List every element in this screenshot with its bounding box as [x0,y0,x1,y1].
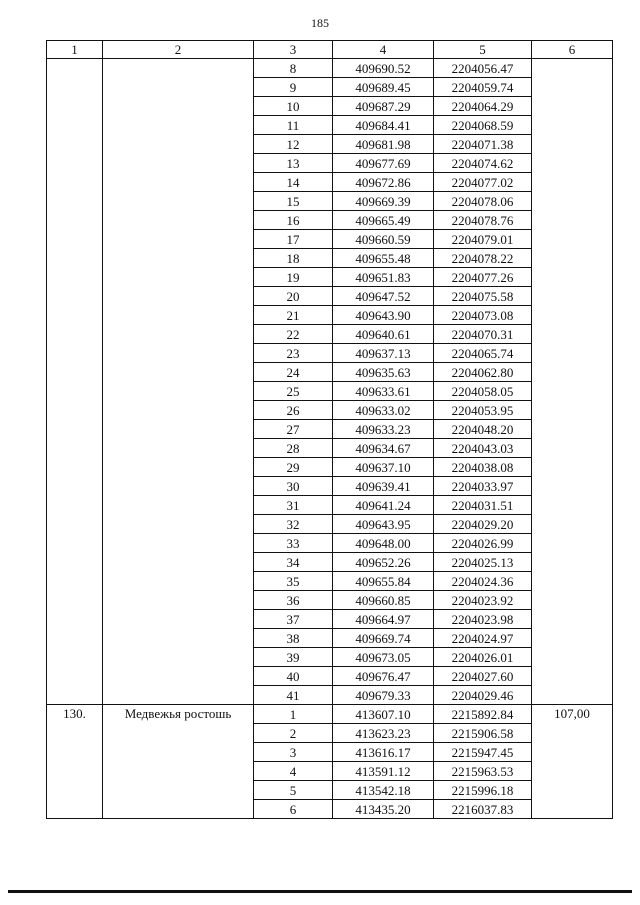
y-coordinate-cell: 2204075.58 [434,287,532,306]
point-number-cell: 27 [254,420,333,439]
x-coordinate-cell: 409643.95 [333,515,434,534]
y-coordinate-cell: 2204064.29 [434,97,532,116]
point-number-cell: 35 [254,572,333,591]
y-coordinate-cell: 2204078.76 [434,211,532,230]
table-header [47,41,613,59]
point-number-cell: 15 [254,192,333,211]
y-coordinate-cell: 2204062.80 [434,363,532,382]
area-cell: 107,00 [532,705,613,819]
x-coordinate-cell: 409652.26 [333,553,434,572]
y-coordinate-cell: 2204059.74 [434,78,532,97]
point-number-cell: 13 [254,154,333,173]
point-number-cell: 32 [254,515,333,534]
point-number-cell: 14 [254,173,333,192]
bottom-rule [8,890,632,893]
x-coordinate-cell: 409689.45 [333,78,434,97]
y-coordinate-cell: 2204043.03 [434,439,532,458]
y-coordinate-cell: 2204078.06 [434,192,532,211]
x-coordinate-cell: 413542.18 [333,781,434,800]
point-number-cell: 20 [254,287,333,306]
y-coordinate-cell: 2204023.92 [434,591,532,610]
point-number-cell: 2 [254,724,333,743]
y-coordinate-cell: 2204024.36 [434,572,532,591]
y-coordinate-cell: 2204079.01 [434,230,532,249]
point-number-cell: 8 [254,59,333,78]
area-cell [532,59,613,705]
x-coordinate-cell: 409669.74 [333,629,434,648]
point-number-cell: 1 [254,705,333,724]
point-number-cell: 10 [254,97,333,116]
header-col-6: 6 [532,41,613,59]
point-number-cell: 36 [254,591,333,610]
point-number-cell: 41 [254,686,333,705]
point-number-cell: 11 [254,116,333,135]
table-body [47,59,613,819]
point-number-cell: 37 [254,610,333,629]
point-number-cell: 12 [254,135,333,154]
y-coordinate-cell: 2204071.38 [434,135,532,154]
point-number-cell: 17 [254,230,333,249]
y-coordinate-cell: 2204026.01 [434,648,532,667]
y-coordinate-cell: 2204068.59 [434,116,532,135]
header-col-3: 3 [254,41,333,59]
x-coordinate-cell: 409655.48 [333,249,434,268]
site-name-cell [103,59,254,705]
x-coordinate-cell: 409637.13 [333,344,434,363]
x-coordinate-cell: 409673.05 [333,648,434,667]
y-coordinate-cell: 2204024.97 [434,629,532,648]
y-coordinate-cell: 2204077.02 [434,173,532,192]
y-coordinate-cell: 2204033.97 [434,477,532,496]
header-col-2: 2 [103,41,254,59]
x-coordinate-cell: 409676.47 [333,667,434,686]
point-number-cell: 33 [254,534,333,553]
x-coordinate-cell: 409647.52 [333,287,434,306]
x-coordinate-cell: 413607.10 [333,705,434,724]
y-coordinate-cell: 2204053.95 [434,401,532,420]
point-number-cell: 34 [254,553,333,572]
x-coordinate-cell: 409664.97 [333,610,434,629]
header-col-1: 1 [47,41,103,59]
point-number-cell: 26 [254,401,333,420]
y-coordinate-cell: 2204038.08 [434,458,532,477]
x-coordinate-cell: 409679.33 [333,686,434,705]
header-row [47,41,613,59]
point-number-cell: 16 [254,211,333,230]
y-coordinate-cell: 2204048.20 [434,420,532,439]
y-coordinate-cell: 2204029.46 [434,686,532,705]
y-coordinate-cell: 2204027.60 [434,667,532,686]
y-coordinate-cell: 2216037.83 [434,800,532,819]
x-coordinate-cell: 409665.49 [333,211,434,230]
x-coordinate-cell: 409655.84 [333,572,434,591]
x-coordinate-cell: 409648.00 [333,534,434,553]
x-coordinate-cell: 409633.61 [333,382,434,401]
point-number-cell: 29 [254,458,333,477]
x-coordinate-cell: 409633.23 [333,420,434,439]
x-coordinate-cell: 409641.24 [333,496,434,515]
point-number-cell: 28 [254,439,333,458]
point-number-cell: 30 [254,477,333,496]
point-number-cell: 22 [254,325,333,344]
x-coordinate-cell: 409660.59 [333,230,434,249]
x-coordinate-cell: 409643.90 [333,306,434,325]
table-row [47,59,613,78]
x-coordinate-cell: 409690.52 [333,59,434,78]
header-col-5: 5 [434,41,532,59]
point-number-cell: 24 [254,363,333,382]
point-number-cell: 6 [254,800,333,819]
point-number-cell: 4 [254,762,333,781]
x-coordinate-cell: 409651.83 [333,268,434,287]
x-coordinate-cell: 409635.63 [333,363,434,382]
point-number-cell: 25 [254,382,333,401]
x-coordinate-cell: 409672.86 [333,173,434,192]
y-coordinate-cell: 2204026.99 [434,534,532,553]
point-number-cell: 38 [254,629,333,648]
site-number-cell [47,59,103,705]
y-coordinate-cell: 2215892.84 [434,705,532,724]
page-number: 185 [311,16,329,30]
point-number-cell: 39 [254,648,333,667]
x-coordinate-cell: 409637.10 [333,458,434,477]
y-coordinate-cell: 2204023.98 [434,610,532,629]
site-number-cell: 130. [47,705,103,819]
x-coordinate-cell: 413616.17 [333,743,434,762]
y-coordinate-cell: 2204065.74 [434,344,532,363]
y-coordinate-cell: 2204056.47 [434,59,532,78]
table-row [47,705,613,724]
point-number-cell: 40 [254,667,333,686]
x-coordinate-cell: 413435.20 [333,800,434,819]
x-coordinate-cell: 413591.12 [333,762,434,781]
y-coordinate-cell: 2204025.13 [434,553,532,572]
y-coordinate-cell: 2204029.20 [434,515,532,534]
x-coordinate-cell: 409639.41 [333,477,434,496]
x-coordinate-cell: 409684.41 [333,116,434,135]
x-coordinate-cell: 409660.85 [333,591,434,610]
y-coordinate-cell: 2204077.26 [434,268,532,287]
y-coordinate-cell: 2204073.08 [434,306,532,325]
boundary-coordinates-table [46,40,613,819]
point-number-cell: 5 [254,781,333,800]
point-number-cell: 23 [254,344,333,363]
header-col-4: 4 [333,41,434,59]
x-coordinate-cell: 413623.23 [333,724,434,743]
y-coordinate-cell: 2215996.18 [434,781,532,800]
point-number-cell: 9 [254,78,333,97]
y-coordinate-cell: 2204031.51 [434,496,532,515]
y-coordinate-cell: 2204058.05 [434,382,532,401]
x-coordinate-cell: 409681.98 [333,135,434,154]
x-coordinate-cell: 409634.67 [333,439,434,458]
x-coordinate-cell: 409633.02 [333,401,434,420]
y-coordinate-cell: 2215906.58 [434,724,532,743]
y-coordinate-cell: 2204070.31 [434,325,532,344]
point-number-cell: 19 [254,268,333,287]
point-number-cell: 31 [254,496,333,515]
point-number-cell: 3 [254,743,333,762]
x-coordinate-cell: 409669.39 [333,192,434,211]
x-coordinate-cell: 409687.29 [333,97,434,116]
x-coordinate-cell: 409640.61 [333,325,434,344]
point-number-cell: 21 [254,306,333,325]
y-coordinate-cell: 2215963.53 [434,762,532,781]
x-coordinate-cell: 409677.69 [333,154,434,173]
y-coordinate-cell: 2204074.62 [434,154,532,173]
y-coordinate-cell: 2215947.45 [434,743,532,762]
y-coordinate-cell: 2204078.22 [434,249,532,268]
site-name-cell: Медвежья ростошь [103,705,254,819]
point-number-cell: 18 [254,249,333,268]
